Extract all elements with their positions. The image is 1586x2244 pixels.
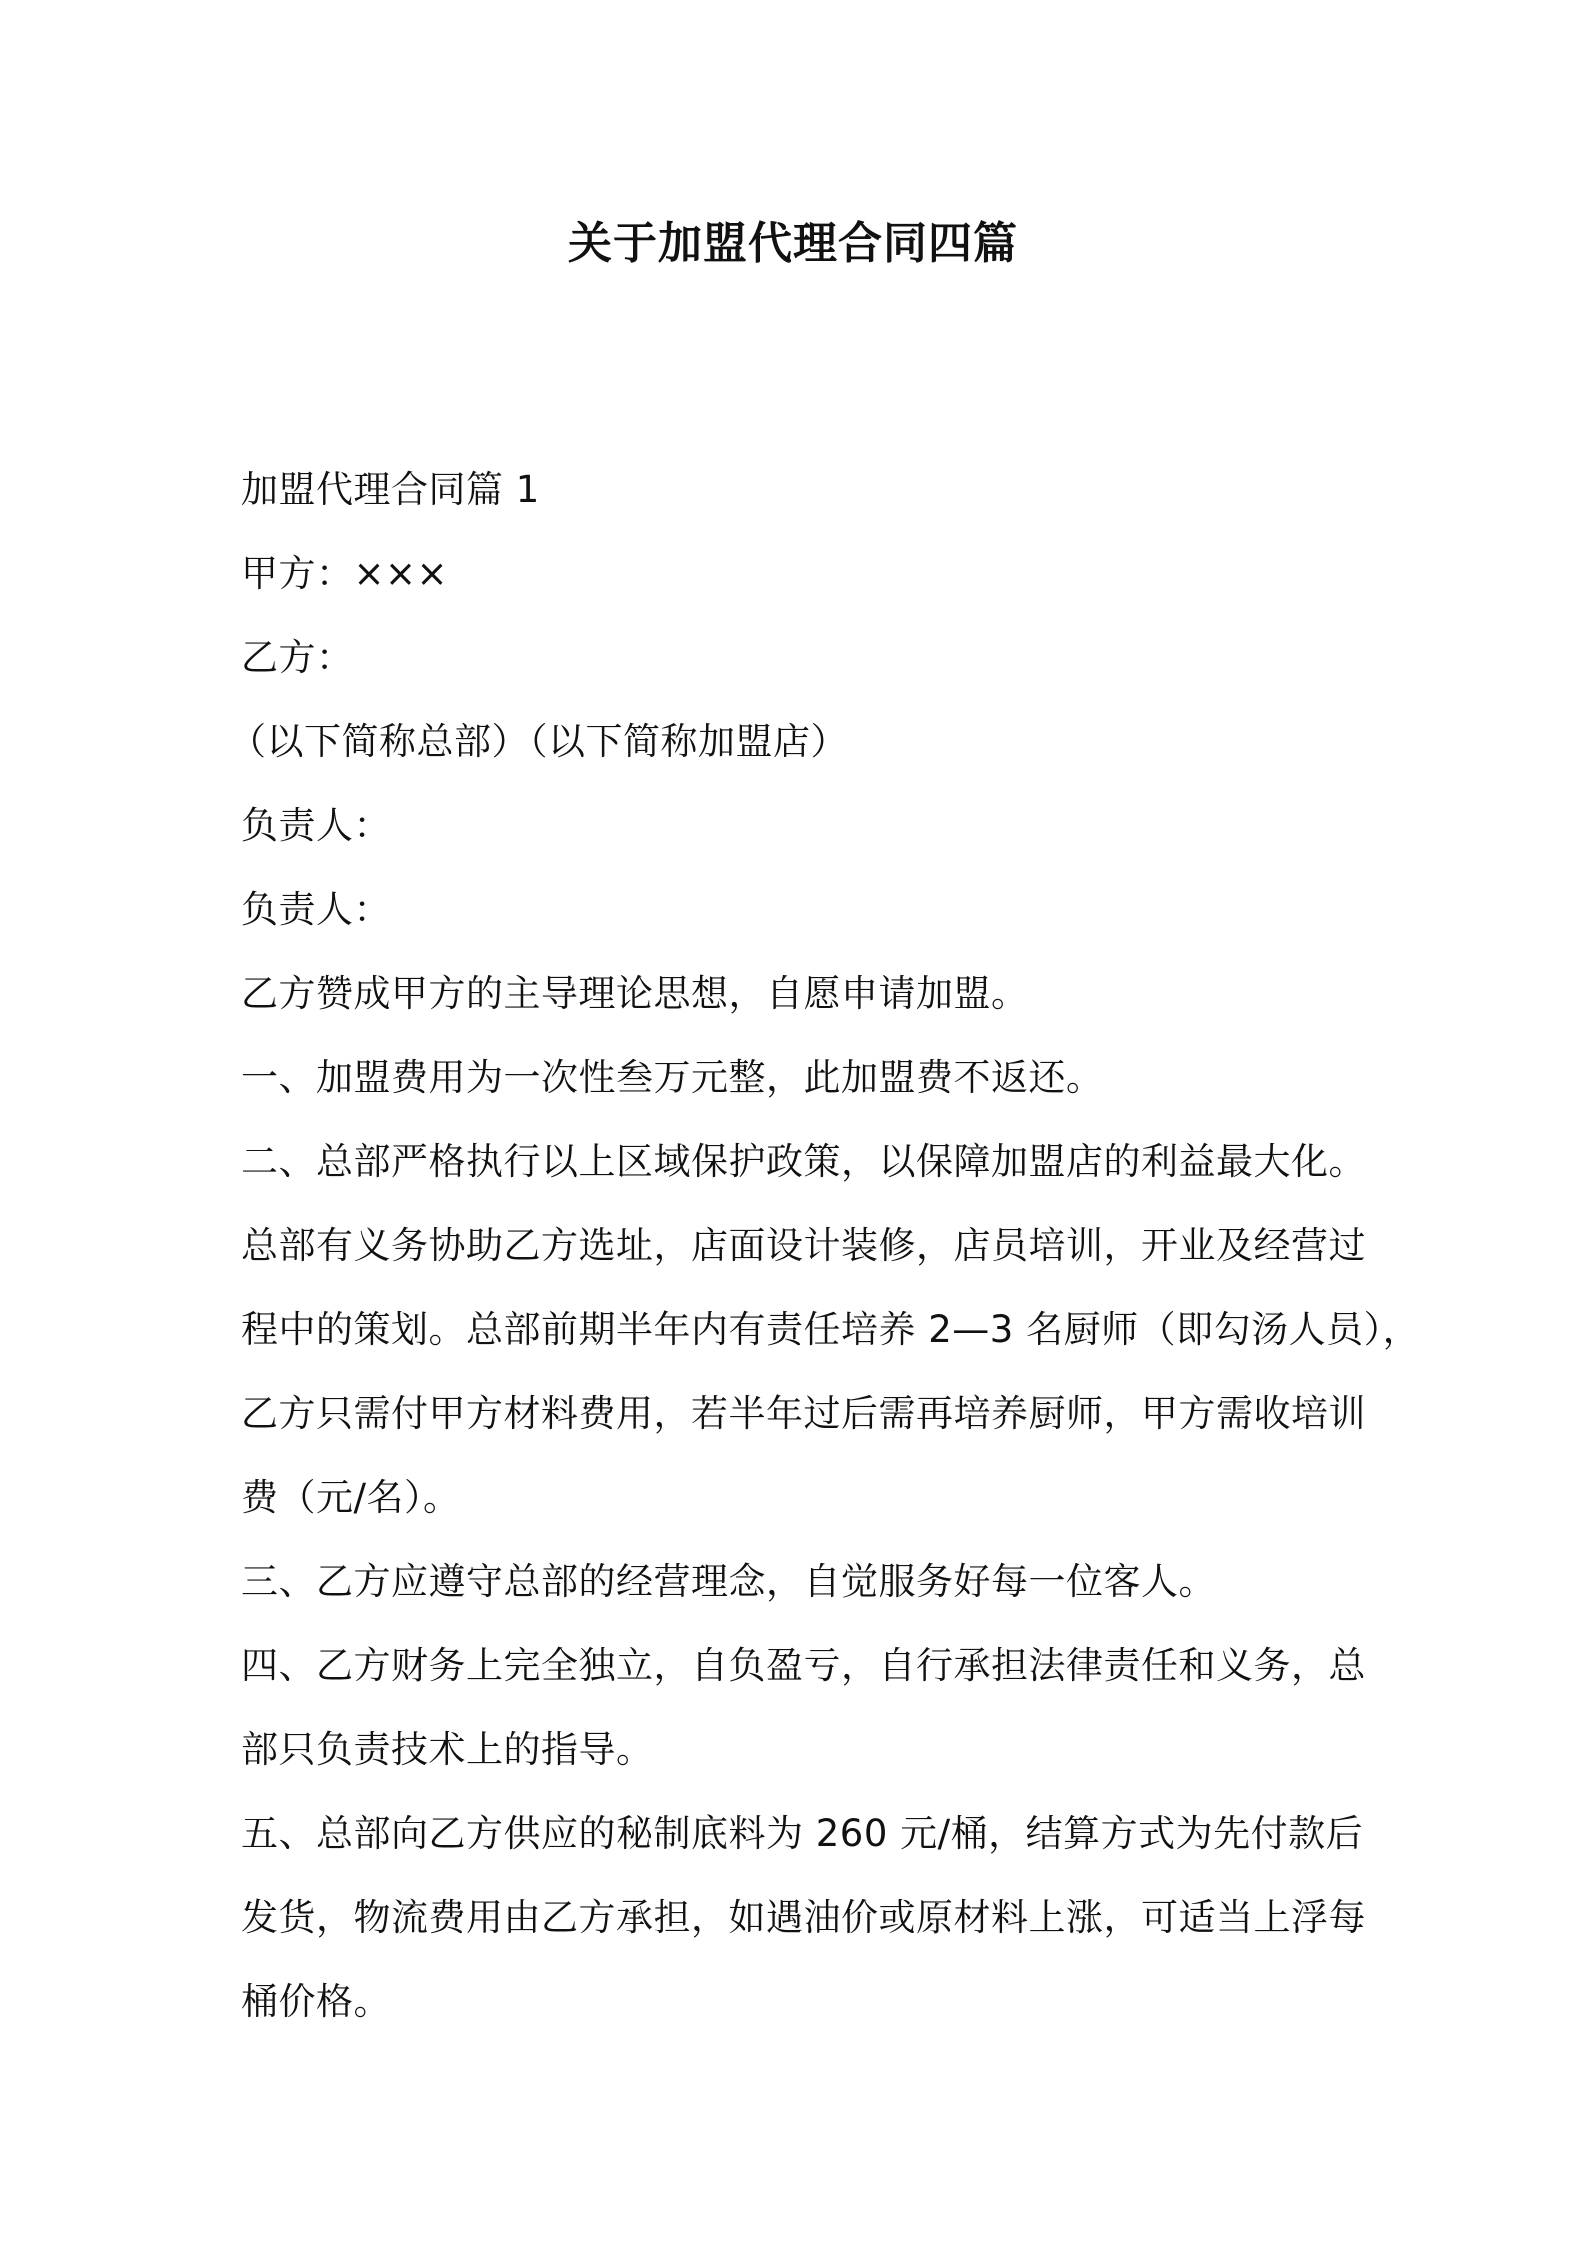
party-b-line: 乙方： bbox=[241, 636, 354, 679]
responsible-person-line: 负责人： bbox=[241, 804, 391, 847]
clause-1-line: 一、加盟费用为一次性叁万元整，此加盟费不返还。 bbox=[241, 1056, 1104, 1099]
paragraph-line: 总部有义务协助乙方选址，店面设计装修，店员培训，开业及经营过 bbox=[241, 1224, 1366, 1267]
clause-4-line: 四、乙方财务上完全独立，自负盈亏，自行承担法律责任和义务，总 bbox=[241, 1644, 1366, 1687]
responsible-person-line: 负责人： bbox=[241, 888, 391, 931]
paragraph-line: 桶价格。 bbox=[241, 1980, 391, 2023]
document-body bbox=[229, 448, 1421, 2044]
paragraph-line: 费（元/名）。 bbox=[241, 1476, 461, 1519]
section-heading: 加盟代理合同篇 1 bbox=[241, 468, 540, 511]
clause-5-line: 五、总部向乙方供应的秘制底料为 260 元/桶，结算方式为先付款后 bbox=[241, 1812, 1364, 1855]
paragraph-line: 发货，物流费用由乙方承担，如遇油价或原材料上涨，可适当上浮每 bbox=[241, 1896, 1366, 1939]
abbreviation-line: （以下简称总部）（以下简称加盟店） bbox=[229, 720, 848, 763]
paragraph-line: 部只负责技术上的指导。 bbox=[241, 1728, 654, 1771]
document-title: 关于加盟代理合同四篇 bbox=[568, 218, 1018, 269]
party-a-line: 甲方：××× bbox=[241, 552, 449, 595]
paragraph-line: 乙方赞成甲方的主导理论思想，自愿申请加盟。 bbox=[241, 972, 1029, 1015]
clause-3-line: 三、乙方应遵守总部的经营理念，自觉服务好每一位客人。 bbox=[241, 1560, 1216, 1603]
paragraph-line: 乙方只需付甲方材料费用，若半年过后需再培养厨师，甲方需收培训 bbox=[241, 1392, 1366, 1435]
paragraph-line: 程中的策划。总部前期半年内有责任培养 2—3 名厨师（即勾汤人员）， bbox=[241, 1308, 1421, 1351]
clause-2-line: 二、总部严格执行以上区域保护政策，以保障加盟店的利益最大化。 bbox=[241, 1140, 1366, 1183]
